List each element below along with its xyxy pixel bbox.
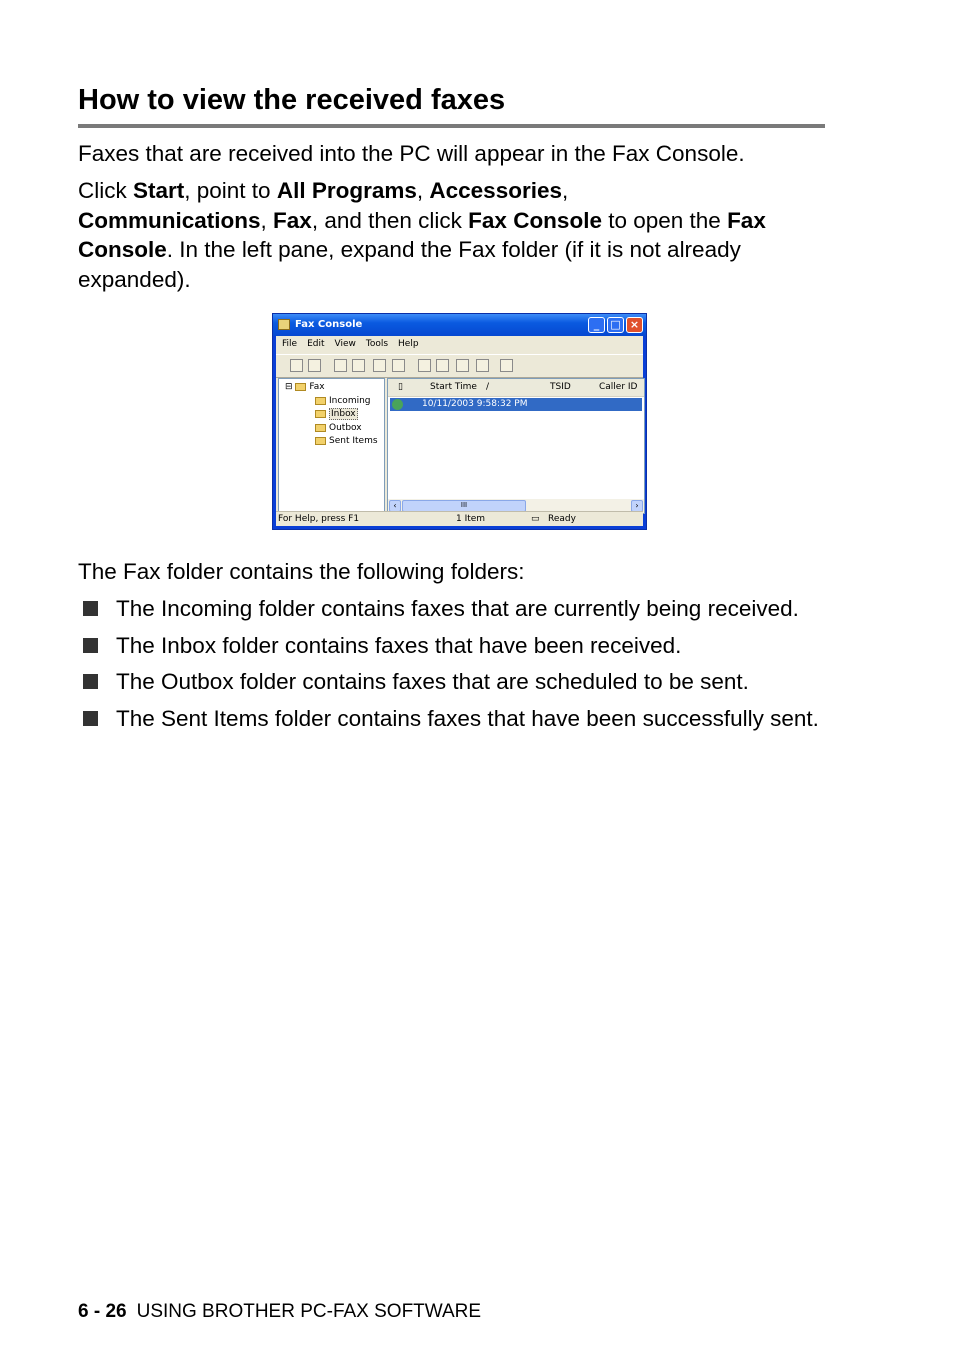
menu-bar — [276, 336, 643, 353]
list-item — [78, 704, 838, 734]
menu-view[interactable]: View — [334, 339, 356, 349]
window-client — [276, 336, 643, 526]
tree-label: Fax — [309, 382, 325, 392]
mail-icon[interactable] — [418, 359, 431, 372]
bullet-square-icon — [83, 638, 98, 653]
incoming-folder-icon — [315, 397, 326, 405]
bold-communications: Communications — [78, 207, 261, 233]
minimize-button[interactable]: _ — [588, 317, 605, 333]
text-run: , point to — [184, 178, 277, 203]
text-run: Click — [78, 178, 133, 203]
tree-item-fax[interactable] — [285, 382, 325, 393]
column-caller-id[interactable]: Caller ID — [599, 382, 638, 392]
save-icon[interactable] — [334, 359, 347, 372]
tree-item-inbox[interactable] — [315, 409, 358, 420]
text-run: , — [260, 207, 274, 233]
fax-console-window — [272, 313, 647, 530]
bullet-square-icon — [83, 674, 98, 689]
fax-folder-icon — [295, 383, 306, 391]
instructions-paragraph — [78, 176, 828, 294]
collapse-icon[interactable]: ⊟ — [285, 382, 293, 392]
bullet-square-icon — [83, 601, 98, 616]
bold-all-programs: All Programs — [276, 178, 417, 203]
new-fax-icon[interactable] — [290, 359, 303, 372]
tree-item-outbox[interactable] — [315, 423, 362, 434]
export-icon[interactable] — [456, 359, 469, 372]
text-run: , and then click — [311, 207, 469, 233]
fax-console-icon — [278, 319, 290, 330]
window-titlebar[interactable] — [273, 314, 646, 336]
print-icon[interactable] — [352, 359, 365, 372]
sent-items-folder-icon — [315, 437, 326, 445]
sort-indicator: / — [486, 382, 490, 392]
intro-paragraph: Faxes that are received into the PC will appear in the Fax Console. — [78, 141, 745, 166]
page-icon[interactable]: ▯ — [398, 382, 403, 392]
tree-label: Sent Items — [329, 436, 378, 446]
printer-icon: ▭ — [531, 514, 540, 524]
text-run: , — [416, 178, 430, 203]
column-tsid[interactable]: TSID — [550, 382, 571, 392]
column-header — [388, 379, 644, 397]
menu-help[interactable]: Help — [398, 339, 419, 349]
fax-list-pane — [387, 378, 645, 514]
status-count: 1 Item — [456, 514, 486, 524]
scroll-right-icon[interactable]: › — [631, 500, 643, 512]
list-item-text: The Inbox folder contains faxes that have been received. — [116, 632, 682, 658]
bold-fax-console-2: Fax Console — [78, 207, 766, 262]
heading-rule — [78, 124, 825, 128]
folder-list — [78, 594, 838, 740]
status-help: For Help, press F1 — [278, 514, 360, 524]
list-item — [78, 667, 838, 697]
tree-label: Incoming — [329, 396, 371, 406]
close-button[interactable]: × — [626, 317, 643, 333]
row-start-time: 10/11/2003 9:58:32 PM — [422, 399, 528, 409]
bold-start: Start — [133, 178, 185, 203]
tree-item-incoming[interactable] — [315, 396, 371, 407]
bold-fax: Fax — [273, 207, 312, 233]
text-run: to open the — [601, 207, 728, 233]
properties-icon[interactable] — [392, 359, 405, 372]
tree-label: Outbox — [329, 423, 362, 433]
window-title: Fax Console — [295, 319, 363, 330]
fax-item-icon — [392, 399, 403, 410]
page-heading: How to view the received faxes — [78, 84, 506, 116]
cover-page-icon[interactable] — [500, 359, 513, 372]
list-item — [78, 631, 838, 661]
menu-edit[interactable]: Edit — [307, 339, 325, 349]
list-item — [78, 594, 838, 624]
bold-accessories: Accessories — [429, 178, 562, 203]
view-icon[interactable] — [373, 359, 386, 372]
maximize-button[interactable]: □ — [607, 317, 624, 333]
outbox-folder-icon — [315, 424, 326, 432]
tree-item-sent-items[interactable] — [315, 436, 378, 447]
page-footer — [78, 1301, 481, 1323]
bullet-square-icon — [83, 711, 98, 726]
menu-tools[interactable]: Tools — [365, 339, 389, 349]
menu-file[interactable]: File — [282, 339, 298, 349]
delete-icon[interactable] — [476, 359, 489, 372]
column-start-time[interactable]: Start Time — [430, 382, 477, 392]
forward-icon[interactable] — [436, 359, 449, 372]
page-number: 6 - 26 — [78, 1301, 127, 1322]
bold-fax-console: Fax Console — [468, 207, 602, 233]
folder-tree-pane — [278, 378, 385, 514]
list-item-text: The Incoming folder contains faxes that are currently being received. — [116, 596, 799, 621]
list-item-text: The Outbox folder contains faxes that are scheduled to be sent. — [116, 669, 749, 694]
text-run: . In the left pane, expand the Fax folder (if it is not already expanded). — [78, 237, 741, 292]
toolbar — [276, 354, 643, 378]
section-title: USING BROTHER PC-FAX SOFTWARE — [136, 1301, 482, 1322]
table-row[interactable] — [390, 398, 642, 411]
scroll-thumb[interactable]: III — [402, 500, 526, 512]
receive-fax-icon[interactable] — [308, 359, 321, 372]
text-run: , — [562, 178, 569, 203]
status-state: Ready — [548, 514, 576, 524]
scroll-left-icon[interactable]: ‹ — [389, 500, 401, 512]
list-item-text: The Sent Items folder contains faxes that have been successfully sent. — [116, 705, 819, 731]
folders-intro: The Fax folder contains the following folders: — [78, 559, 525, 584]
inbox-folder-icon — [315, 410, 326, 418]
tree-label: Inbox — [331, 409, 356, 419]
status-bar — [276, 511, 643, 526]
